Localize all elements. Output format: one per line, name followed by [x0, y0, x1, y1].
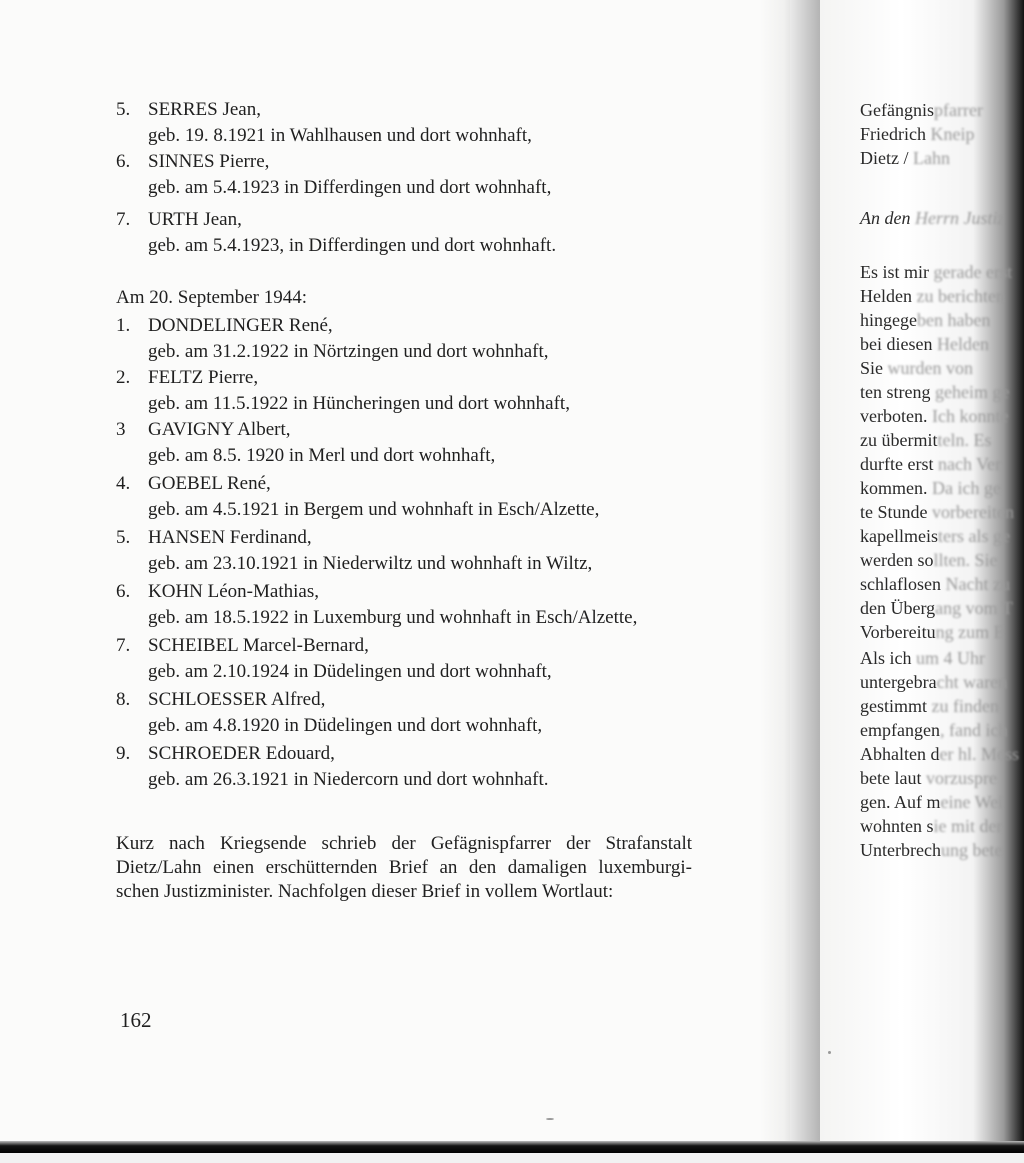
right-page-line-blurred: ters als ge: [937, 526, 1010, 546]
right-page-line-blurred: ben haben: [916, 310, 991, 330]
right-page-line-blurred: ang vom T: [935, 598, 1013, 618]
right-page-line-visible: kommen.: [860, 478, 932, 498]
list-item-number: 5.: [116, 99, 131, 120]
right-page-line-visible: Sie: [860, 358, 888, 378]
scan-margin: [0, 1153, 1024, 1163]
right-page-line-blurred: ng zum E: [935, 622, 1005, 642]
right-page-line: [860, 646, 985, 670]
right-page-line-visible: hingege: [860, 310, 917, 330]
section-heading: Am 20. September 1944:: [116, 287, 308, 308]
right-page-line: [860, 122, 974, 146]
right-page-line-visible: kapellmeis: [860, 526, 938, 546]
right-page-line: [860, 548, 997, 572]
right-page-line: [860, 838, 1002, 862]
right-page-line-visible: werden so: [860, 550, 934, 570]
right-page-line-visible: ten streng: [860, 382, 935, 402]
right-page-line-visible: gen. Auf m: [860, 792, 941, 812]
paragraph-line: schen Justizminister. Nachfolgen dieser Brief in vollem Wortlaut:: [116, 881, 614, 902]
list-item-detail: geb. 19. 8.1921 in Wahlhausen und dort wohnhaft,: [148, 125, 532, 146]
list-item-detail: geb. am 23.10.1921 in Niederwiltz und wohnhaft in Wiltz,: [148, 553, 593, 574]
page-number: 162: [120, 1008, 152, 1032]
right-page-line-blurred: Nacht zu: [945, 574, 1010, 594]
list-item-detail: geb. am 2.10.1924 in Düdelingen und dort wohnhaft,: [148, 661, 552, 682]
right-page-line: [860, 620, 1005, 644]
right-page-line-visible: Als ich: [860, 648, 916, 668]
right-page-line: [860, 500, 1014, 524]
right-page-line-blurred: nach Ver: [937, 454, 1002, 474]
right-page-line-visible: bete laut: [860, 768, 926, 788]
list-item-detail: geb. am 18.5.1922 in Luxemburg und wohnhaft in Esch/Alzette,: [148, 607, 638, 628]
right-page-line-visible: empfangen: [860, 720, 940, 740]
right-page-line-visible: untergebra: [860, 672, 937, 692]
right-page-line: [860, 572, 1010, 596]
right-page-line-visible: wohnten s: [860, 816, 934, 836]
list-item-name: SCHROEDER Edouard,: [148, 743, 335, 764]
right-page-line-blurred: , fand ich: [939, 720, 1008, 740]
list-item-detail: geb. am 8.5. 1920 in Merl und dort wohnhaft,: [148, 445, 496, 466]
right-page-line-blurred: Lahn: [912, 148, 950, 168]
right-page-line: [860, 260, 1012, 284]
right-page-line-visible: den Überg: [860, 598, 936, 618]
list-item-name: DONDELINGER René,: [148, 315, 333, 336]
right-page-line-blurred: llten. Sie: [933, 550, 998, 570]
list-item-detail: geb. am 11.5.1922 in Hüncheringen und dort wohnhaft,: [148, 393, 570, 414]
list-item-name: SINNES Pierre,: [148, 151, 270, 172]
right-page-line-blurred: zu berichten: [916, 286, 1005, 306]
list-item-name: URTH Jean,: [148, 209, 242, 230]
right-page-line: [860, 524, 1010, 548]
list-item-number: 4.: [116, 473, 131, 494]
right-page-line-blurred: ung bete: [940, 840, 1003, 860]
scan-speck: [546, 1118, 554, 1120]
list-item-name: GOEBEL René,: [148, 473, 271, 494]
right-page-line: [860, 404, 1008, 428]
right-page-line-blurred: Da ich ge: [932, 478, 1001, 498]
right-page-line-visible: bei diesen: [860, 334, 937, 354]
right-page-line: [860, 380, 1009, 404]
right-page-line-visible: verboten.: [860, 406, 932, 426]
right-page-line-visible: Es ist mir: [860, 262, 934, 282]
list-item-number: 7.: [116, 635, 131, 656]
list-item-detail: geb. am 4.8.1920 in Düdelingen und dort wohnhaft,: [148, 715, 543, 736]
right-page-line: [860, 476, 1001, 500]
right-page-line: [860, 332, 989, 356]
scan-speck: [828, 1051, 831, 1054]
right-page-line-visible: zu übermit: [860, 430, 938, 450]
right-page-line-blurred: Helden: [936, 334, 989, 354]
list-item-number: 6.: [116, 581, 131, 602]
right-page-line-blurred: ie mit der: [933, 816, 1003, 836]
right-page-line-visible: Gefängnis: [860, 100, 934, 120]
right-page-line-blurred: Kneip: [930, 124, 975, 144]
right-page-line: [860, 790, 1003, 814]
right-page-line-visible: gestimmt: [860, 696, 932, 716]
list-item-name: KOHN Léon-Mathias,: [148, 581, 319, 602]
list-item-number: 9.: [116, 743, 131, 764]
list-item-detail: geb. am 31.2.1922 in Nörtzingen und dort wohnhaft,: [148, 341, 549, 362]
right-page-line-blurred: eine Wei: [940, 792, 1004, 812]
right-page-line: [860, 596, 1013, 620]
right-page-line-blurred: er hl. Mess: [939, 744, 1019, 764]
right-page-line-blurred: Ich konnte: [931, 406, 1009, 426]
right-page-line: [860, 452, 1001, 476]
right-page-line-visible: Vorbereitu: [860, 622, 936, 642]
right-page-line: [860, 670, 1007, 694]
paragraph-line: Kurz nach Kriegsende schrieb der Gefägnispfarrer der Strafanstalt: [116, 833, 692, 854]
list-item-name: GAVIGNY Albert,: [148, 419, 291, 440]
right-page-line-blurred: geheim ge: [934, 382, 1010, 402]
right-page-line-visible: Unterbrech: [860, 840, 941, 860]
right-page-line: [860, 98, 983, 122]
right-page-line: [860, 814, 1002, 838]
right-page-line: [860, 284, 1005, 308]
right-page-line-visible: te Stunde: [860, 502, 932, 522]
list-item-number: 7.: [116, 209, 131, 230]
right-page-line-blurred: Herrn Justiz: [914, 208, 1005, 228]
list-item-name: SERRES Jean,: [148, 99, 261, 120]
right-page-line-blurred: zu finden: [931, 696, 999, 716]
list-item-detail: geb. am 4.5.1921 in Bergem und wohnhaft in Esch/Alzette,: [148, 499, 600, 520]
right-page-line: [860, 718, 1007, 742]
right-page-line-visible: Friedrich: [860, 124, 931, 144]
right-page-line: [860, 308, 990, 332]
page-bottom-edge: [0, 1141, 1024, 1153]
right-page-line-blurred: pfarrer: [933, 100, 983, 120]
list-item-name: SCHLOESSER Alfred,: [148, 689, 326, 710]
book-gutter-shadow: [760, 0, 820, 1163]
paragraph-line: Dietz/Lahn einen erschütternden Brief an den damaligen luxemburgi-: [116, 857, 692, 878]
right-page-line: [860, 742, 1019, 766]
right-page-line-blurred: vorzuspre: [925, 768, 997, 788]
list-item-number: 5.: [116, 527, 131, 548]
right-page-line-visible: schlaflosen: [860, 574, 946, 594]
list-item-detail: geb. am 26.3.1921 in Niedercorn und dort wohnhaft.: [148, 769, 549, 790]
list-item-number: 3: [116, 419, 126, 440]
list-item-detail: geb. am 5.4.1923 in Differdingen und dort wohnhaft,: [148, 177, 552, 198]
right-page-line-blurred: gerade erst: [933, 262, 1012, 282]
right-page-line: [860, 694, 999, 718]
right-page-line: [860, 428, 991, 452]
right-page-line-blurred: wurden von: [887, 358, 973, 378]
right-page-line-blurred: um 4 Uhr: [916, 648, 985, 668]
right-page-line-visible: Dietz /: [860, 148, 913, 168]
right-page-line: [860, 206, 1004, 230]
right-page-line: [860, 766, 997, 790]
list-item-name: SCHEIBEL Marcel-Bernard,: [148, 635, 369, 656]
right-page-line: [860, 146, 950, 170]
right-page-line-blurred: cht waren: [936, 672, 1008, 692]
right-page-line-blurred: teln. Es: [937, 430, 992, 450]
list-item-detail: geb. am 5.4.1923, in Differdingen und dort wohnhaft.: [148, 235, 557, 256]
right-page-line-visible: durfte erst: [860, 454, 938, 474]
right-page-line-blurred: vorbereiten: [932, 502, 1014, 522]
right-page-line-visible: An den: [860, 208, 915, 228]
list-item-number: 8.: [116, 689, 131, 710]
list-item-number: 1.: [116, 315, 131, 336]
right-page-line-visible: Helden: [860, 286, 917, 306]
body-paragraph: [116, 832, 692, 904]
list-item-number: 6.: [116, 151, 131, 172]
right-page-line-visible: Abhalten d: [860, 744, 940, 764]
list-item-name: FELTZ Pierre,: [148, 367, 259, 388]
list-item-name: HANSEN Ferdinand,: [148, 527, 312, 548]
right-page-line: [860, 356, 973, 380]
list-item-number: 2.: [116, 367, 131, 388]
